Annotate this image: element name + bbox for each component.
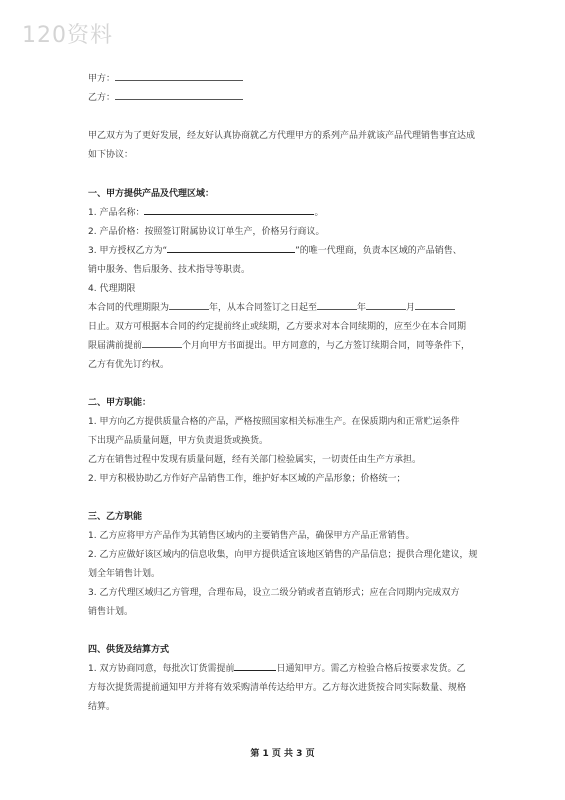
sec4-line-1: 1. 双方协商同意，每批次订货需提前 日通知甲方。需乙方检验合格后按要求发货。乙: [88, 660, 508, 679]
watermark-logo: 120资料: [22, 23, 113, 48]
section-3-title: 三、乙方职能: [88, 512, 143, 522]
end-day-blank: [415, 299, 455, 310]
party-b-line: [88, 89, 508, 108]
party-a-line: [88, 70, 508, 89]
term-years-blank: [169, 299, 209, 310]
term-line-4: 乙方有优先订约权。: [88, 360, 170, 370]
page-number: 第 1 页 共 3 页: [250, 749, 315, 759]
sec4-line-2: 方每次提货需提前通知甲方并将有效采购清单传达给甲方。乙方每次进货按合同实际数量、规格: [88, 683, 467, 693]
end-month-blank: [366, 299, 406, 310]
sec2-line-1: 1. 甲方向乙方提供质量合格的产品，严格按照国家相关标准生产。在保质期内和正常贮运条件: [88, 417, 460, 427]
notice-days-blank: [234, 660, 276, 671]
contract-body: [88, 70, 508, 717]
party-a-blank: [115, 70, 243, 81]
party-b-blank: [115, 89, 243, 100]
sec3-line-2: 2. 乙方应做好该区域内的信息收集，向甲方提供适宜该地区销售的产品信息；提供合理化建议，规: [88, 550, 478, 560]
authorization-line-2: 销中服务、售后服务、技术指导等职责。: [88, 265, 251, 275]
sec4-line-3: 结算。: [88, 702, 116, 712]
term-line-2: 日止。双方可根据本合同的约定提前终止或续期，乙方要求对本合同续期的，应至少在本合同期: [88, 322, 467, 332]
sec3-line-3: 划全年销售计划。: [88, 569, 161, 579]
sec3-line-5: 销售计划。: [88, 607, 134, 617]
sec2-line-3: 乙方在销售过程中发现有质量问题，经有关部门检验属实，一切责任由生产方承担。: [88, 455, 422, 465]
party-b-label: 乙方：: [88, 93, 116, 103]
section-4-title: 四、供货及结算方式: [88, 645, 170, 655]
product-name-blank: [144, 204, 314, 215]
section-1-title: 一、甲方提供产品及代理区域：: [88, 189, 215, 199]
term-line-3: 限届满前提前 个月向甲方书面提出。甲方同意的，与乙方签订续期合同，同等条件下，: [88, 337, 508, 356]
term-line-1: 本合同的代理期限为 年，从本合同签订之日起至 年 月: [88, 299, 508, 318]
party-a-label: 甲方：: [88, 74, 116, 84]
product-price-line: 2. 产品价格：按照签订附属协议订单生产，价格另行商议。: [88, 227, 325, 237]
section-2-title: 二、甲方职能：: [88, 398, 152, 408]
product-name-line: 1. 产品名称： 。: [88, 204, 508, 223]
intro-line-2: 如下协议：: [88, 150, 134, 160]
intro-line-1: 甲乙双方为了更好发展，经友好认真协商就乙方代理甲方的系列产品并就该产品代理销售事宜达成: [88, 131, 476, 141]
sec3-line-1: 1. 乙方应将甲方产品作为其销售区域内的主要销售产品，确保甲方产品正常销售。: [88, 531, 415, 541]
sec2-line-2: 下出现产品质量问题，甲方负责退货或换货。: [88, 436, 269, 446]
sec3-line-4: 3. 乙方代理区域归乙方管理，合理布局，设立二级分销或者直销形式；应在合同期内完成双方: [88, 588, 460, 598]
region-blank: [167, 242, 295, 253]
notice-months-blank: [142, 337, 182, 348]
end-year-blank: [317, 299, 357, 310]
authorization-line: 3. 甲方授权乙方为“ ”的唯一代理商，负责本区域的产品销售、: [88, 242, 508, 261]
sec2-line-4: 2. 甲方积极协助乙方作好产品销售工作，维护好本区域的产品形象；价格统一；: [88, 474, 406, 484]
term-heading: 4. 代理期限: [88, 284, 136, 294]
